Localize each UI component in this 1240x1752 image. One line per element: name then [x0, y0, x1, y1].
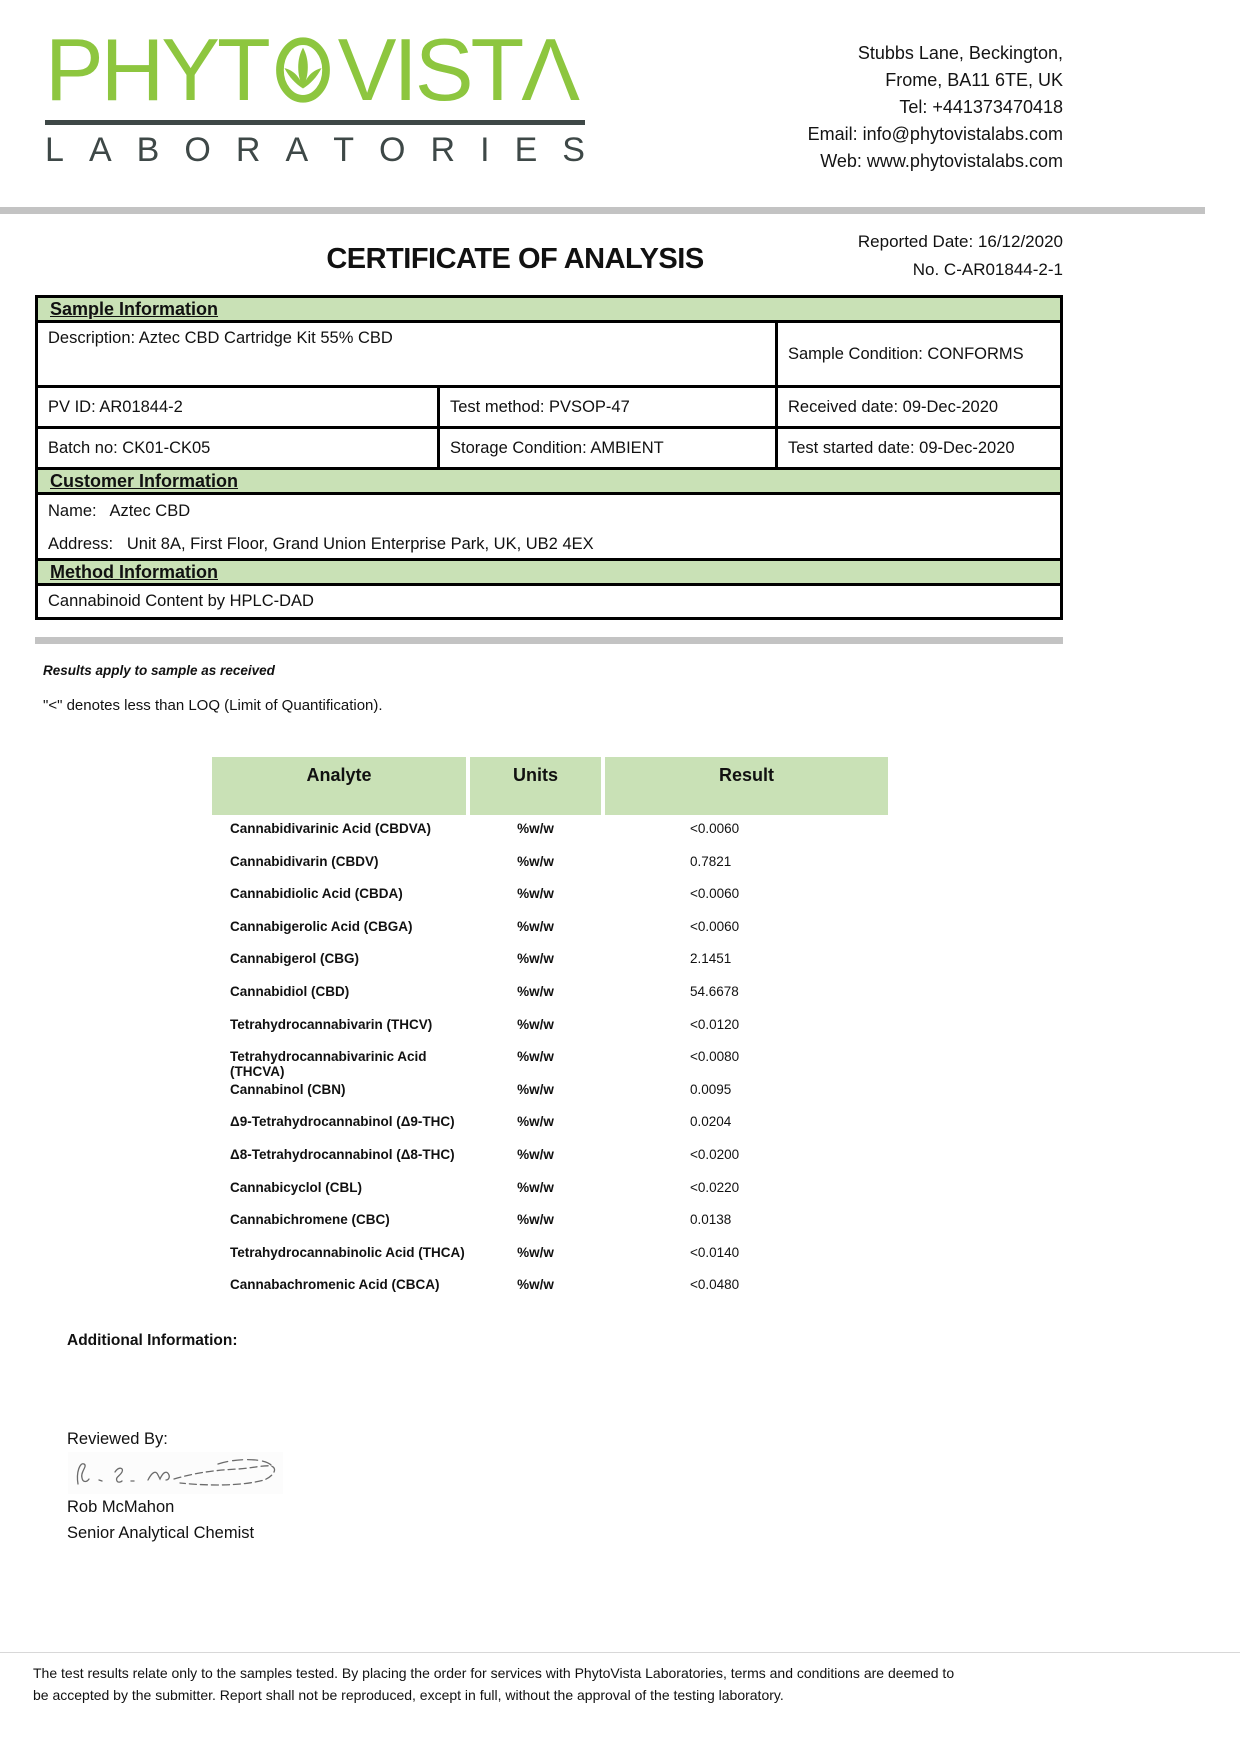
info-table	[35, 295, 1063, 620]
units-cell: %w/w	[517, 886, 554, 902]
customer-address: Address: Unit 8A, First Floor, Grand Union Enterprise Park, UK, UB2 4EX	[48, 535, 594, 553]
result-cell: <0.0060	[690, 821, 740, 836]
received-date: Received date: 09-Dec-2020	[775, 388, 1060, 426]
result-cell: <0.0060	[690, 886, 740, 902]
units-cell: %w/w	[517, 821, 554, 836]
results-table-row	[212, 1212, 888, 1245]
results-table-row	[212, 951, 888, 984]
analyte-cell: Cannabachromenic Acid (CBCA)	[230, 1277, 440, 1293]
results-table-row	[212, 854, 888, 887]
analyte-cell: Tetrahydrocannabinolic Acid (THCA)	[230, 1244, 465, 1260]
result-cell: <0.0480	[690, 1277, 740, 1293]
lab-address-line1: Stubbs Lane, Beckington,	[857, 43, 1063, 63]
results-table-row	[212, 821, 888, 854]
result-cell: 0.0204	[690, 1114, 732, 1130]
analyte-cell: Tetrahydrocannabivarinic Acid (THCVA)	[230, 1049, 427, 1080]
section-header-customer-information: Customer Information	[35, 467, 1063, 495]
analyte-cell: Δ9-Tetrahydrocannabinol (Δ9-THC)	[230, 1114, 455, 1130]
result-cell: <0.0120	[690, 1016, 740, 1032]
logo-divider	[45, 120, 585, 125]
units-cell: %w/w	[517, 1049, 554, 1065]
analyte-cell: Cannabicyclol (CBL)	[230, 1179, 363, 1195]
analyte-cell: Cannabidiolic Acid (CBDA)	[230, 886, 403, 902]
method-name: Cannabinoid Content by HPLC-DAD	[35, 583, 1063, 620]
lab-contact-info	[808, 40, 1063, 175]
units-cell: %w/w	[517, 1212, 554, 1228]
column-header-analyte: Analyte	[212, 757, 466, 815]
customer-details	[35, 492, 1063, 561]
result-cell: 54.6678	[690, 983, 739, 999]
storage-condition: Storage Condition: AMBIENT	[437, 429, 775, 467]
results-table-row	[212, 886, 888, 919]
signature-image	[68, 1452, 283, 1494]
results-table-row	[212, 1277, 888, 1310]
additional-information-label: Additional Information:	[67, 1332, 238, 1349]
lab-email: Email: info@phytovistalabs.com	[807, 124, 1063, 144]
brand-text-right: VIST	[337, 20, 522, 119]
test-method: Test method: PVSOP-47	[437, 388, 775, 426]
lab-phone: Tel: +441373470418	[899, 97, 1063, 117]
report-meta	[858, 228, 1063, 284]
units-cell: %w/w	[517, 1244, 554, 1260]
reviewer-name: Rob McMahon	[67, 1498, 175, 1516]
sample-ids-row	[35, 385, 1063, 429]
reported-date: Reported Date: 16/12/2020	[857, 232, 1063, 251]
sample-description: Description: Aztec CBD Cartridge Kit 55% CBD	[48, 329, 393, 347]
result-cell: <0.0220	[690, 1179, 740, 1195]
brand-wordmark	[45, 20, 585, 119]
lab-website: Web: www.phytovistalabs.com	[820, 151, 1063, 171]
sample-condition: Sample Condition: CONFORMS	[775, 323, 1060, 385]
results-table	[212, 757, 888, 1310]
reviewer-title: Senior Analytical Chemist	[67, 1524, 255, 1542]
loq-note: "<" denotes less than LOQ (Limit of Quantification).	[43, 697, 383, 714]
column-header-units: Units	[470, 757, 601, 815]
result-cell: <0.0200	[690, 1146, 740, 1162]
document-title: CERTIFICATE OF ANALYSIS	[326, 243, 704, 275]
column-header-result: Result	[605, 757, 888, 815]
analyte-cell: Cannabidivarinic Acid (CBDVA)	[230, 821, 432, 836]
units-cell: %w/w	[517, 983, 554, 999]
result-cell: 2.1451	[690, 951, 732, 967]
pv-id: PV ID: AR01844-2	[48, 397, 183, 416]
results-table-header	[212, 757, 888, 815]
analyte-cell: Cannabidiol (CBD)	[230, 983, 350, 999]
customer-name: Name: Aztec CBD	[48, 502, 191, 520]
units-cell: %w/w	[517, 918, 554, 934]
results-table-row	[212, 1082, 888, 1115]
sample-batch-row	[35, 426, 1063, 470]
units-cell: %w/w	[517, 1277, 554, 1293]
result-cell: <0.0060	[690, 918, 740, 934]
brand-text-lambda: Λ	[521, 20, 578, 119]
result-cell: 0.0095	[690, 1081, 732, 1097]
analyte-cell: Cannabidivarin (CBDV)	[230, 853, 379, 869]
section-header-method-information: Method Information	[35, 558, 1063, 586]
lab-address-line2: Frome, BA11 6TE, UK	[885, 70, 1063, 90]
results-table-body	[212, 821, 888, 1310]
analyte-cell: Cannabinol (CBN)	[230, 1081, 346, 1097]
analyte-cell: Cannabichromene (CBC)	[230, 1212, 390, 1228]
units-cell: %w/w	[517, 1081, 554, 1097]
units-cell: %w/w	[517, 1016, 554, 1032]
logo	[45, 20, 585, 169]
section-header-sample-information: Sample Information	[35, 295, 1063, 323]
results-table-row	[212, 1017, 888, 1050]
analyte-cell: Tetrahydrocannabivarin (THCV)	[230, 1016, 433, 1032]
section-divider-bar	[35, 637, 1063, 644]
sample-description-row	[35, 320, 1063, 388]
units-cell: %w/w	[517, 1114, 554, 1130]
results-table-row	[212, 1180, 888, 1213]
result-cell: <0.0140	[690, 1244, 740, 1260]
logo-subtitle: L A B O R A T O R I E S	[45, 131, 585, 169]
footer-divider	[0, 1652, 1240, 1653]
brand-text-left: PHYT	[45, 20, 268, 119]
report-number: No. C-AR01844-2-1	[912, 260, 1063, 279]
reviewed-by-label: Reviewed By:	[67, 1430, 168, 1448]
results-table-row	[212, 984, 888, 1017]
analyte-cell: Cannabigerol (CBG)	[230, 951, 360, 967]
result-cell: <0.0080	[690, 1049, 740, 1065]
result-cell: 0.7821	[690, 853, 732, 869]
units-cell: %w/w	[517, 951, 554, 967]
result-cell: 0.0138	[690, 1212, 732, 1228]
results-table-row	[212, 1114, 888, 1147]
leaf-logo-icon	[271, 31, 335, 109]
analyte-cell: Δ8-Tetrahydrocannabinol (Δ8-THC)	[230, 1146, 455, 1162]
units-cell: %w/w	[517, 1179, 554, 1195]
header-divider-bar	[0, 207, 1205, 214]
results-table-row	[212, 1147, 888, 1180]
results-note: Results apply to sample as received	[43, 663, 275, 678]
units-cell: %w/w	[517, 1146, 554, 1162]
results-table-row	[212, 919, 888, 952]
results-table-row	[212, 1245, 888, 1278]
results-table-row	[212, 1049, 888, 1082]
units-cell: %w/w	[517, 853, 554, 869]
footer-disclaimer: The test results relate only to the samples tested. By placing the order for services with PhytoVista Laboratories, terms and conditions are deemed to be accepted by the submitter. Report shall not be reproduced, except in full, without the approval of the testing laboratory.	[33, 1665, 955, 1703]
test-started-date: Test started date: 09-Dec-2020	[775, 429, 1060, 467]
batch-no: Batch no: CK01-CK05	[48, 438, 211, 457]
analyte-cell: Cannabigerolic Acid (CBGA)	[230, 918, 413, 934]
